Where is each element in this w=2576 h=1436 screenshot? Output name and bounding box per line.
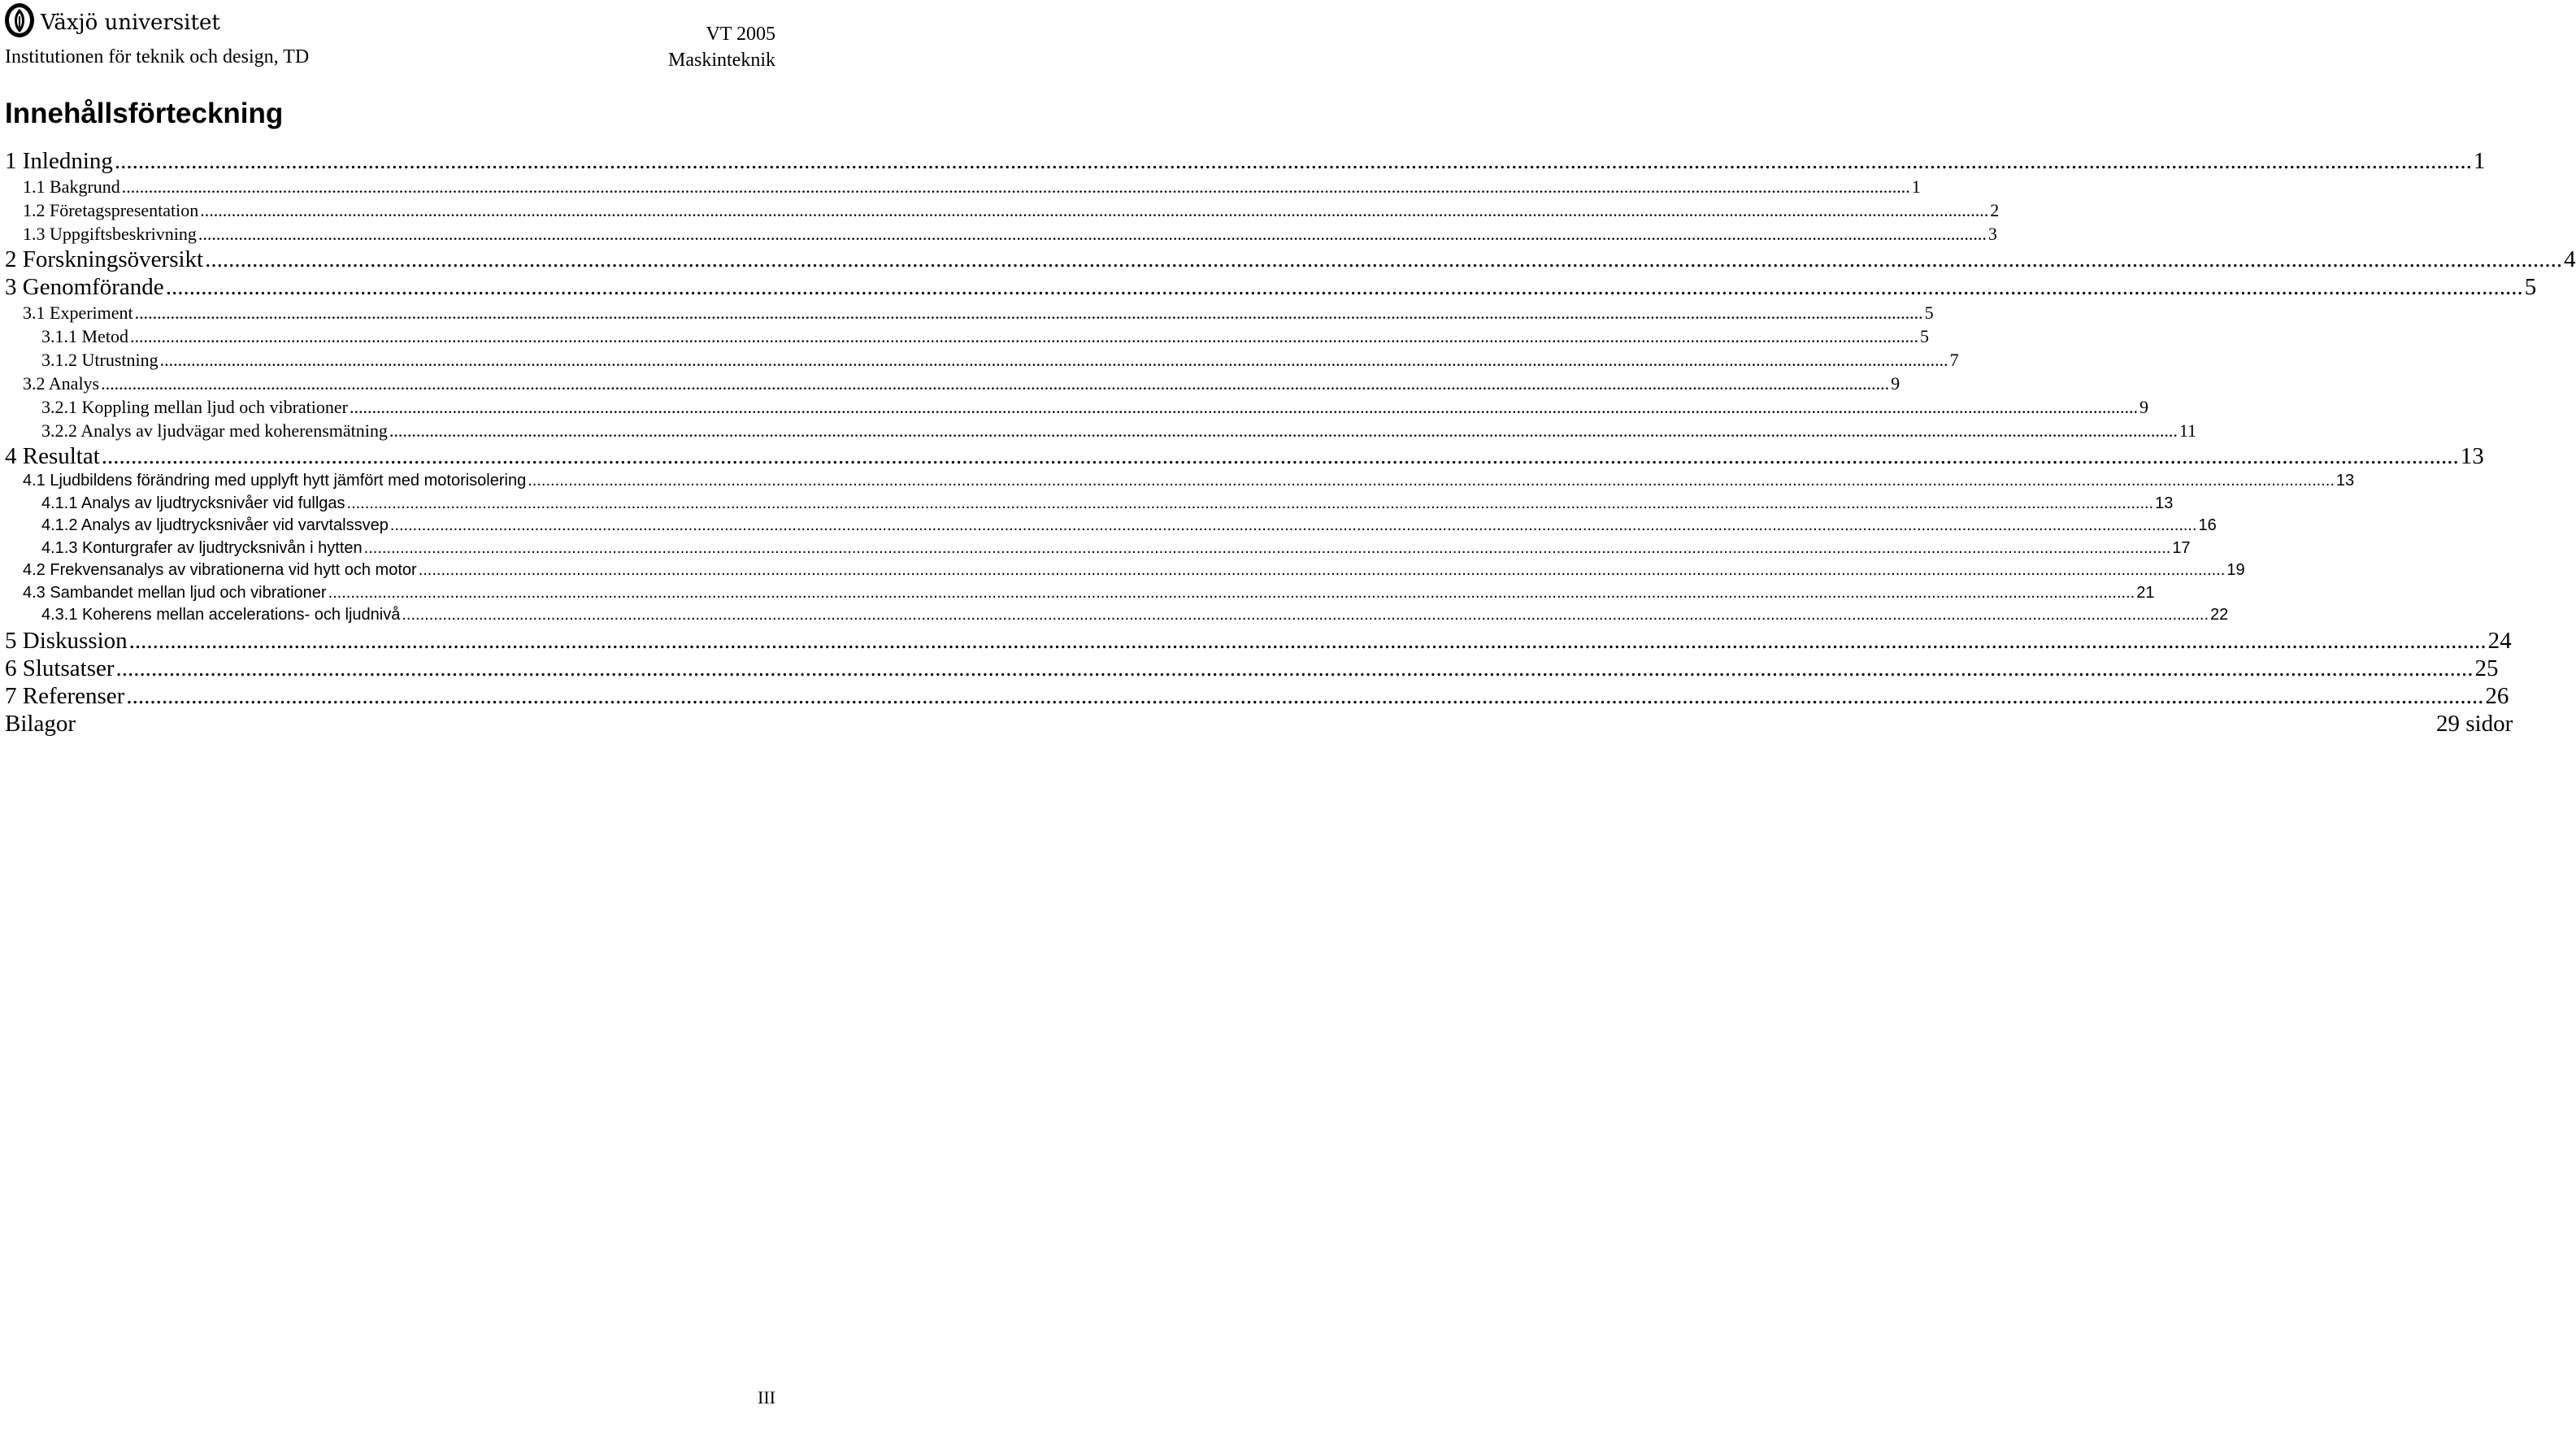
toc-leader-dots: ................................................................................................................................................................................................................................................................................................................................................................................................................ — [528, 472, 2335, 490]
program-label: Maskinteknik — [668, 50, 775, 71]
toc-leader-dots: ................................................................................................................................................................................................................................................................................................................................................................................................................ — [350, 397, 2138, 417]
toc-entry[interactable] — [5, 175, 1921, 198]
toc-entry-title: 3.2.2 Analys av ljudvägar med koherensmätning — [41, 420, 388, 441]
toc-entry[interactable] — [5, 301, 1934, 324]
toc-entry-title: Bilagor — [5, 710, 76, 737]
toc-entry-title: 4.2 Frekvensanalys av vibrationerna vid hytt och motor — [23, 561, 417, 579]
toc-leader-dots: ................................................................................................................................................................................................................................................................................................................................................................................................................ — [101, 443, 2459, 469]
toc-leader-dots: ................................................................................................................................................................................................................................................................................................................................................................................................................ — [128, 627, 2487, 654]
toc-leader-dots: ................................................................................................................................................................................................................................................................................................................................................................................................................ — [198, 224, 1987, 244]
toc-entry[interactable] — [5, 246, 2576, 273]
toc-entry[interactable] — [5, 682, 2509, 710]
toc-entry-title: 4 Resultat — [5, 443, 100, 469]
toc-entry-title: 3.1.1 Metod — [41, 326, 128, 346]
toc-entry-page: 22 — [2210, 606, 2229, 624]
term-label: VT 2005 — [706, 24, 775, 45]
header-right — [668, 21, 775, 73]
toc-leader-dots: ................................................................................................................................................................................................................................................................................................................................................................................................................ — [402, 606, 2209, 624]
toc-leader-dots: ................................................................................................................................................................................................................................................................................................................................................................................................................ — [134, 302, 1923, 323]
toc-entry[interactable] — [5, 493, 2174, 516]
toc-leader-dots: ................................................................................................................................................................................................................................................................................................................................................................................................................ — [115, 655, 2474, 681]
toc-leader-dots: ................................................................................................................................................................................................................................................................................................................................................................................................................ — [121, 176, 1910, 197]
toc-entry-page: 9 — [2139, 397, 2148, 417]
toc-entry-title: 4.1.1 Analys av ljudtrycksnivåer vid fullgas — [41, 494, 345, 512]
toc-entry-page: 11 — [2179, 420, 2197, 441]
university-name: Växjö universitet — [41, 11, 220, 35]
university-emblem-icon — [3, 2, 36, 39]
department-name: Institutionen för teknik och design, TD — [5, 46, 310, 67]
toc-leader-dots: ................................................................................................................................................................................................................................................................................................................................................................................................................ — [129, 326, 1918, 346]
toc-entry[interactable] — [5, 604, 2229, 627]
toc-entry-page: 16 — [2198, 516, 2217, 534]
toc-entry-page: 17 — [2172, 538, 2191, 557]
toc-entry-title: 3 Genomförande — [5, 274, 164, 300]
toc-leader-dots: ................................................................................................................................................................................................................................................................................................................................................................................................................ — [200, 200, 1989, 220]
toc-entry-page: 7 — [1949, 350, 1959, 370]
toc-entry-title: 1.3 Uppgiftsbeskrivning — [23, 224, 197, 244]
toc-entry[interactable] — [5, 559, 2245, 582]
toc-entry[interactable] — [5, 537, 2191, 560]
toc-entry-title: 6 Slutsatser — [5, 655, 115, 681]
toc-leader-dots: ................................................................................................................................................................................................................................................................................................................................................................................................................ — [389, 420, 2178, 441]
toc-entry-title: 4.3 Sambandet mellan ljud och vibrationer — [23, 583, 327, 602]
toc-entry-title: 1 Inledning — [5, 148, 113, 174]
university-logo — [3, 2, 220, 39]
toc-entry-page: 21 — [2136, 583, 2155, 602]
toc-entry-title: 3.2 Analys — [23, 373, 100, 394]
toc-entry-page: 19 — [2226, 561, 2245, 579]
toc-entry-title: 4.1.2 Analys av ljudtrycksnivåer vid varvtalssvep — [41, 516, 389, 534]
page-number: III — [758, 1387, 775, 1408]
toc-entry[interactable] — [5, 627, 2512, 655]
toc-entry-title: 3.2.1 Koppling mellan ljud och vibrationer — [41, 397, 348, 417]
page-title: Innehållsförteckning — [5, 98, 284, 129]
toc-entry-page: 29 sidor — [2436, 710, 2513, 737]
toc-entry-title: 1.2 Företagspresentation — [23, 200, 199, 220]
toc-entry-page: 13 — [2155, 494, 2174, 512]
toc-leader-dots: ................................................................................................................................................................................................................................................................................................................................................................................................................ — [101, 373, 1890, 394]
toc-entry-title: 4.1 Ljudbildens förändring med upplyft hytt jämfört med motorisolering — [23, 472, 527, 490]
toc-entry[interactable] — [5, 419, 2197, 442]
toc-entry[interactable] — [5, 442, 2484, 470]
toc-leader-dots: ................................................................................................................................................................................................................................................................................................................................................................................................................ — [418, 561, 2226, 579]
toc-entry[interactable] — [5, 147, 2486, 175]
toc-entry-title: 3.1 Experiment — [23, 302, 133, 323]
toc-leader-dots: ................................................................................................................................................................................................................................................................................................................................................................................................................ — [114, 148, 2472, 174]
toc-entry[interactable] — [5, 372, 1901, 395]
toc-leader-dots: ................................................................................................................................................................................................................................................................................................................................................................................................................ — [165, 274, 2523, 300]
toc-entry-page: 1 — [2473, 148, 2486, 174]
toc-entry[interactable] — [5, 222, 1997, 246]
toc-entry[interactable] — [5, 273, 2537, 301]
toc-entry[interactable] — [5, 324, 1929, 348]
toc-entry[interactable] — [5, 470, 2355, 493]
toc-entry[interactable] — [5, 395, 2148, 419]
toc-leader-dots: ................................................................................................................................................................................................................................................................................................................................................................................................................ — [389, 516, 2197, 534]
toc-entry-page: 24 — [2487, 627, 2512, 654]
toc-entry-page: 3 — [1987, 224, 1997, 244]
toc-entry-page: 9 — [1891, 373, 1901, 394]
toc-leader-dots: ................................................................................................................................................................................................................................................................................................................................................................................................................ — [205, 246, 2563, 272]
toc-entry[interactable] — [5, 198, 2000, 222]
toc-entry[interactable] — [5, 710, 2513, 738]
toc-entry-page: 5 — [1924, 302, 1934, 323]
toc-leader-dots: ................................................................................................................................................................................................................................................................................................................................................................................................................ — [328, 583, 2135, 602]
toc-entry-page: 4 — [2564, 246, 2576, 272]
toc-entry-page: 5 — [2524, 274, 2537, 300]
toc-entry-title: 7 Referenser — [5, 682, 125, 709]
toc-entry-page: 1 — [1911, 176, 1921, 197]
toc-entry[interactable] — [5, 655, 2499, 682]
toc-entry[interactable] — [5, 582, 2155, 605]
table-of-contents — [5, 147, 2576, 738]
toc-leader-dots: ................................................................................................................................................................................................................................................................................................................................................................................................................ — [363, 538, 2171, 557]
toc-entry-title: 4.3.1 Koherens mellan accelerations- och ljudnivå — [41, 606, 401, 624]
toc-leader-dots: ................................................................................................................................................................................................................................................................................................................................................................................................................ — [346, 494, 2154, 512]
toc-entry-page: 13 — [2460, 443, 2484, 469]
toc-entry-page: 25 — [2474, 655, 2499, 681]
toc-entry-title: 2 Forskningsöversikt — [5, 246, 204, 272]
toc-entry[interactable] — [5, 348, 1959, 372]
toc-entry-title: 1.1 Bakgrund — [23, 176, 120, 197]
toc-leader-dots: ................................................................................................................................................................................................................................................................................................................................................................................................................ — [159, 350, 1948, 370]
toc-entry-page: 2 — [1990, 200, 2000, 220]
toc-entry-page: 26 — [2485, 682, 2509, 709]
toc-entry-page: 5 — [1919, 326, 1929, 346]
toc-entry-page: 13 — [2335, 472, 2355, 490]
toc-leader-dots: ................................................................................................................................................................................................................................................................................................................................................................................................................ — [126, 682, 2484, 709]
toc-entry[interactable] — [5, 515, 2217, 537]
toc-entry-title: 4.1.3 Konturgrafer av ljudtrycksnivån i hytten — [41, 538, 363, 557]
toc-entry-title: 3.1.2 Utrustning — [41, 350, 159, 370]
toc-entry-title: 5 Diskussion — [5, 627, 128, 654]
